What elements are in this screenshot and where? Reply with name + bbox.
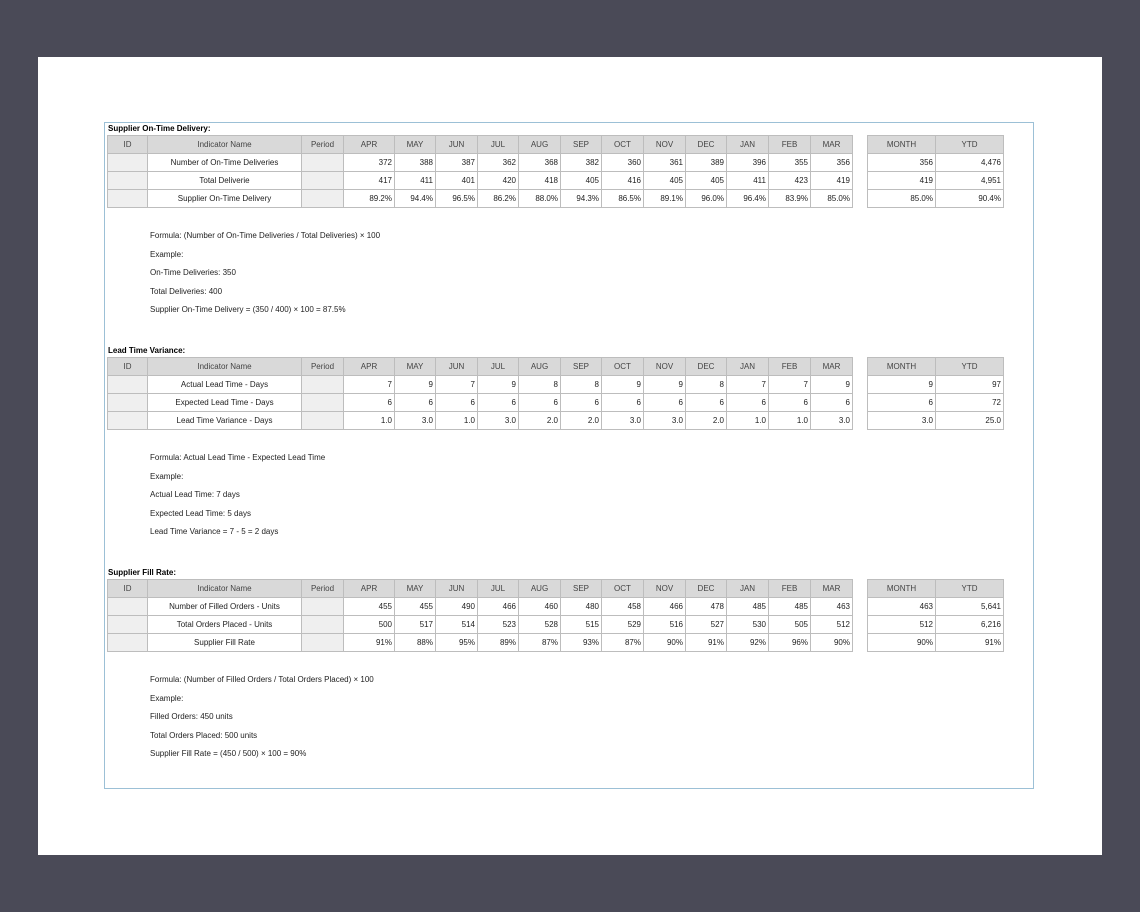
ytd-value-cell: 4,476 [936,154,1004,172]
month-value-cell: 3.0 [602,412,644,430]
month-value-cell: 7 [344,376,395,394]
month-value-cell: 96.5% [436,190,478,208]
indicator-name-cell: Actual Lead Time - Days [148,376,302,394]
note-line: On-Time Deliveries: 350 [150,268,236,277]
month-value-cell: 7 [436,376,478,394]
month-value-cell: 6 [478,394,519,412]
month-value-cell: 86.2% [478,190,519,208]
month-value-cell: 87% [519,634,561,652]
indicator-name-cell: Lead Time Variance - Days [148,412,302,430]
table-row [108,154,853,172]
month-value-cell: 516 [644,616,686,634]
column-header: JUL [478,136,519,154]
month-value-cell: 88% [395,634,436,652]
table-row [108,412,853,430]
month-value-cell: 466 [644,598,686,616]
note-line: Filled Orders: 450 units [150,712,233,721]
month-value-cell: 9 [602,376,644,394]
column-header: DEC [686,580,727,598]
section-title: Lead Time Variance: [108,346,186,355]
period-cell [302,172,344,190]
month-value-cell: 512 [868,616,936,634]
month-value-cell: 6 [769,394,811,412]
kpi-table [107,357,853,430]
month-value-cell: 1.0 [769,412,811,430]
column-header: NOV [644,136,686,154]
month-value-cell: 2.0 [561,412,602,430]
month-value-cell: 485 [769,598,811,616]
ytd-value-cell: 72 [936,394,1004,412]
kpi-table [107,579,853,652]
column-header: APR [344,580,395,598]
column-header: OCT [602,136,644,154]
summary-table [867,357,1004,430]
summary-row [868,394,1004,412]
column-header: AUG [519,580,561,598]
month-value-cell: 3.0 [644,412,686,430]
period-cell [302,376,344,394]
month-value-cell: 91% [686,634,727,652]
column-header: FEB [769,136,811,154]
column-header: FEB [769,358,811,376]
month-value-cell: 8 [519,376,561,394]
column-header: MAY [395,580,436,598]
month-value-cell: 90% [868,634,936,652]
month-value-cell: 83.9% [769,190,811,208]
month-value-cell: 416 [602,172,644,190]
month-value-cell: 85.0% [868,190,936,208]
table-row [108,172,853,190]
note-line: Example: [150,249,184,259]
summary-column-header: MONTH [868,580,936,598]
summary-row [868,376,1004,394]
month-value-cell: 463 [811,598,853,616]
indicator-name-cell: Total Orders Placed - Units [148,616,302,634]
id-cell [108,412,148,430]
month-value-cell: 355 [769,154,811,172]
table-header-row [108,358,853,376]
formula-notes [150,449,325,542]
month-value-cell: 478 [686,598,727,616]
indicator-name-cell: Supplier Fill Rate [148,634,302,652]
id-cell [108,190,148,208]
month-value-cell: 6 [519,394,561,412]
month-value-cell: 9 [644,376,686,394]
id-cell [108,394,148,412]
month-value-cell: 401 [436,172,478,190]
summary-row [868,172,1004,190]
month-value-cell: 96% [769,634,811,652]
column-header: Indicator Name [148,358,302,376]
month-value-cell: 1.0 [727,412,769,430]
month-value-cell: 530 [727,616,769,634]
month-value-cell: 505 [769,616,811,634]
note-line: Supplier Fill Rate = (450 / 500) × 100 = 90% [150,749,307,758]
column-header: NOV [644,358,686,376]
summary-column-header: MONTH [868,358,936,376]
month-value-cell: 455 [344,598,395,616]
kpi-table [107,135,853,208]
column-header: OCT [602,358,644,376]
month-value-cell: 6 [727,394,769,412]
indicator-name-cell: Expected Lead Time - Days [148,394,302,412]
month-value-cell: 1.0 [344,412,395,430]
summary-row [868,598,1004,616]
column-header: SEP [561,358,602,376]
document-page [38,57,1102,855]
table-row [108,616,853,634]
month-value-cell: 411 [395,172,436,190]
id-cell [108,616,148,634]
ytd-value-cell: 6,216 [936,616,1004,634]
month-value-cell: 368 [519,154,561,172]
month-value-cell: 411 [727,172,769,190]
period-cell [302,598,344,616]
note-line: Example: [150,693,184,703]
month-value-cell: 9 [868,376,936,394]
summary-row [868,190,1004,208]
summary-column-header: MONTH [868,136,936,154]
column-header: ID [108,136,148,154]
note-line: Supplier On-Time Delivery = (350 / 400) × 100 = 87.5% [150,305,346,314]
month-value-cell: 490 [436,598,478,616]
table-row [108,598,853,616]
period-cell [302,634,344,652]
month-value-cell: 389 [686,154,727,172]
month-value-cell: 458 [602,598,644,616]
indicator-name-cell: Supplier On-Time Delivery [148,190,302,208]
id-cell [108,154,148,172]
column-header: JUN [436,580,478,598]
column-header: MAR [811,580,853,598]
month-value-cell: 90% [644,634,686,652]
month-value-cell: 6 [644,394,686,412]
summary-column-header: YTD [936,358,1004,376]
id-cell [108,634,148,652]
month-value-cell: 1.0 [436,412,478,430]
ytd-value-cell: 91% [936,634,1004,652]
month-value-cell: 6 [395,394,436,412]
column-header: DEC [686,136,727,154]
note-line: Actual Lead Time: 7 days [150,490,240,499]
formula-notes [150,227,380,320]
table-header-row [108,580,853,598]
month-value-cell: 3.0 [478,412,519,430]
month-value-cell: 85.0% [811,190,853,208]
column-header: Period [302,136,344,154]
month-value-cell: 3.0 [868,412,936,430]
note-line: Expected Lead Time: 5 days [150,508,251,518]
month-value-cell: 460 [519,598,561,616]
column-header: JAN [727,136,769,154]
month-value-cell: 356 [868,154,936,172]
column-header: Period [302,358,344,376]
month-value-cell: 466 [478,598,519,616]
month-value-cell: 6 [561,394,602,412]
section-title: Supplier On-Time Delivery: [108,124,211,133]
column-header: APR [344,358,395,376]
month-value-cell: 405 [686,172,727,190]
period-cell [302,616,344,634]
month-value-cell: 89.1% [644,190,686,208]
month-value-cell: 387 [436,154,478,172]
month-value-cell: 6 [811,394,853,412]
month-value-cell: 517 [395,616,436,634]
formula-notes [150,671,374,764]
month-value-cell: 93% [561,634,602,652]
month-value-cell: 7 [727,376,769,394]
ytd-value-cell: 97 [936,376,1004,394]
summary-row [868,154,1004,172]
month-value-cell: 9 [395,376,436,394]
month-value-cell: 6 [686,394,727,412]
month-value-cell: 96.4% [727,190,769,208]
summary-table [867,135,1004,208]
note-line: Formula: (Number of Filled Orders / Total Orders Placed) × 100 [150,675,374,684]
summary-row [868,634,1004,652]
month-value-cell: 463 [868,598,936,616]
month-value-cell: 94.4% [395,190,436,208]
column-header: MAR [811,136,853,154]
table-row [108,376,853,394]
period-cell [302,394,344,412]
table-row [108,190,853,208]
month-value-cell: 455 [395,598,436,616]
column-header: JUL [478,358,519,376]
month-value-cell: 485 [727,598,769,616]
month-value-cell: 419 [868,172,936,190]
month-value-cell: 90% [811,634,853,652]
month-value-cell: 529 [602,616,644,634]
column-header: SEP [561,136,602,154]
note-line: Formula: Actual Lead Time - Expected Lead Time [150,453,326,462]
column-header: ID [108,580,148,598]
month-value-cell: 514 [436,616,478,634]
month-value-cell: 86.5% [602,190,644,208]
ytd-value-cell: 90.4% [936,190,1004,208]
month-value-cell: 480 [561,598,602,616]
column-header: JUN [436,358,478,376]
period-cell [302,190,344,208]
month-value-cell: 512 [811,616,853,634]
month-value-cell: 527 [686,616,727,634]
indicator-name-cell: Number of On-Time Deliveries [148,154,302,172]
id-cell [108,172,148,190]
month-value-cell: 362 [478,154,519,172]
note-line: Total Orders Placed: 500 units [150,730,258,740]
month-value-cell: 92% [727,634,769,652]
ytd-value-cell: 5,641 [936,598,1004,616]
summary-header-row [868,580,1004,598]
month-value-cell: 9 [811,376,853,394]
month-value-cell: 88.0% [519,190,561,208]
table-row [108,634,853,652]
month-value-cell: 6 [602,394,644,412]
month-value-cell: 405 [644,172,686,190]
summary-table [867,579,1004,652]
column-header: Period [302,580,344,598]
section-title: Supplier Fill Rate: [108,568,177,577]
month-value-cell: 382 [561,154,602,172]
column-header: FEB [769,580,811,598]
column-header: MAY [395,358,436,376]
month-value-cell: 87% [602,634,644,652]
summary-header-row [868,136,1004,154]
column-header: Indicator Name [148,580,302,598]
month-value-cell: 356 [811,154,853,172]
ytd-value-cell: 25.0 [936,412,1004,430]
period-cell [302,412,344,430]
column-header: JAN [727,358,769,376]
column-header: AUG [519,136,561,154]
month-value-cell: 500 [344,616,395,634]
month-value-cell: 372 [344,154,395,172]
table-row [108,394,853,412]
note-line: Formula: (Number of On-Time Deliveries / Total Deliveries) × 100 [150,231,381,240]
column-header: MAY [395,136,436,154]
column-header: APR [344,136,395,154]
month-value-cell: 2.0 [519,412,561,430]
note-line: Example: [150,471,184,481]
month-value-cell: 94.3% [561,190,602,208]
column-header: JUN [436,136,478,154]
month-value-cell: 91% [344,634,395,652]
month-value-cell: 6 [436,394,478,412]
table-header-row [108,136,853,154]
column-header: ID [108,358,148,376]
month-value-cell: 523 [478,616,519,634]
month-value-cell: 6 [868,394,936,412]
id-cell [108,598,148,616]
note-line: Lead Time Variance = 7 - 5 = 2 days [150,527,279,536]
month-value-cell: 361 [644,154,686,172]
month-value-cell: 89% [478,634,519,652]
month-value-cell: 423 [769,172,811,190]
summary-column-header: YTD [936,580,1004,598]
month-value-cell: 7 [769,376,811,394]
month-value-cell: 396 [727,154,769,172]
column-header: OCT [602,580,644,598]
month-value-cell: 2.0 [686,412,727,430]
month-value-cell: 8 [561,376,602,394]
summary-row [868,616,1004,634]
month-value-cell: 360 [602,154,644,172]
note-line: Total Deliveries: 400 [150,286,223,296]
month-value-cell: 515 [561,616,602,634]
month-value-cell: 8 [686,376,727,394]
ytd-value-cell: 4,951 [936,172,1004,190]
period-cell [302,154,344,172]
month-value-cell: 418 [519,172,561,190]
indicator-name-cell: Number of Filled Orders - Units [148,598,302,616]
id-cell [108,376,148,394]
month-value-cell: 9 [478,376,519,394]
summary-column-header: YTD [936,136,1004,154]
column-header: Indicator Name [148,136,302,154]
column-header: NOV [644,580,686,598]
month-value-cell: 528 [519,616,561,634]
indicator-name-cell: Total Deliverie [148,172,302,190]
month-value-cell: 6 [344,394,395,412]
summary-header-row [868,358,1004,376]
month-value-cell: 405 [561,172,602,190]
column-header: DEC [686,358,727,376]
column-header: MAR [811,358,853,376]
month-value-cell: 3.0 [811,412,853,430]
month-value-cell: 95% [436,634,478,652]
month-value-cell: 96.0% [686,190,727,208]
column-header: SEP [561,580,602,598]
month-value-cell: 419 [811,172,853,190]
month-value-cell: 420 [478,172,519,190]
month-value-cell: 89.2% [344,190,395,208]
month-value-cell: 3.0 [395,412,436,430]
month-value-cell: 388 [395,154,436,172]
month-value-cell: 417 [344,172,395,190]
column-header: JUL [478,580,519,598]
column-header: JAN [727,580,769,598]
summary-row [868,412,1004,430]
column-header: AUG [519,358,561,376]
